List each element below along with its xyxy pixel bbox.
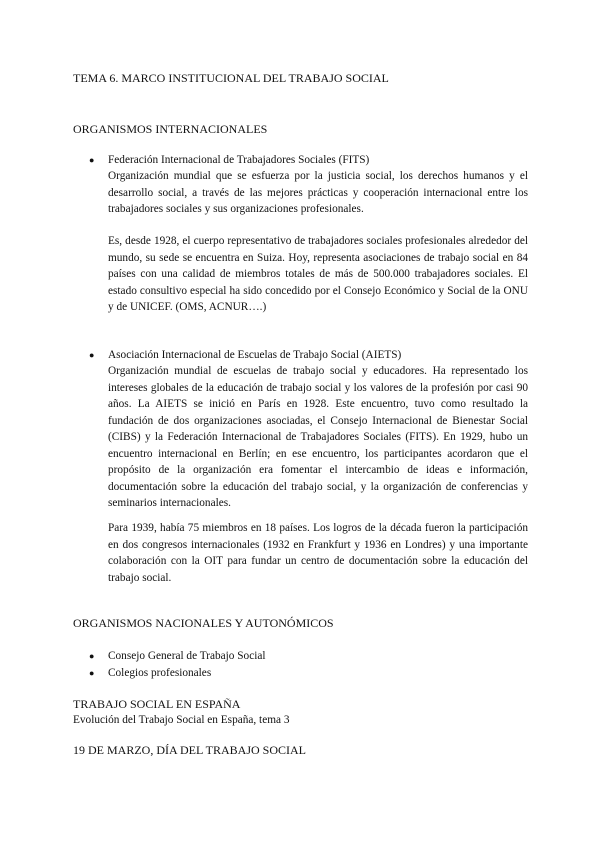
- fits-paragraph-2: Es, desde 1928, el cuerpo representativo de trabajadores sociales profesionales alrededor del mundo, su sede se encuentra en Suiza. Hoy, representa asociaciones de trabajo social en 84 países con una calidad de miembros totales de más de 500.000 trabajadores sociales. El estado consultivo especial ha sido concedido por el Consejo Económico y Social de la ONU y de UNICEF. (OMS, ACNUR….): [108, 235, 528, 313]
- section-heading-dia: 19 DE MARZO, DÍA DEL TRABAJO SOCIAL: [73, 743, 307, 757]
- bullet-icon: ●: [89, 668, 95, 678]
- document-title: TEMA 6. MARCO INSTITUCIONAL DEL TRABAJO SOCIAL: [73, 71, 389, 85]
- section-heading-espana: TRABAJO SOCIAL EN ESPAÑA: [73, 697, 241, 711]
- aiets-title: Asociación Internacional de Escuelas de Trabajo Social (AIETS): [108, 349, 402, 361]
- bullet-icon: ●: [89, 651, 95, 661]
- section-heading-internacionales: ORGANISMOS INTERNACIONALES: [73, 122, 268, 136]
- fits-paragraph-1: Organización mundial que se esfuerza por la justicia social, los derechos humanos y el desarrollo social, a través de las mejores prácticas y cooperación internacional entre los trabajadores sociales y sus organizaciones profesionales.: [108, 170, 528, 215]
- nacionales-item-1: Consejo General de Trabajo Social: [108, 650, 266, 662]
- bullet-icon: ●: [89, 155, 95, 165]
- aiets-paragraph-1: Organización mundial de escuelas de trabajo social y educadores. Ha representado los intereses globales de la educación de trabajo social y los valores de la profesión por casi 90 años. La AIETS se inició en París en 1928. Este encuentro, tuvo como resultado la fundación de dos organizaciones asociadas, el Consejo Internacional de Bienestar Social (CIBS) y la Federación Internacional de Trabajadores Sociales (FITS). En 1929, hubo un encuentro internacional en Berlín; en ese encuentro, los participantes acordaron que el propósito de la organización era fomentar el intercambio de ideas e información, documentación sobre la educación del trabajo social, y la organización de conferencias y seminarios internacionales.: [108, 365, 528, 509]
- aiets-paragraph-2: Para 1939, había 75 miembros en 18 países. Los logros de la década fueron la participación en dos congresos internacionales (1932 en Frankfurt y 1936 en Londres) y una importante colaboración con la OIT para fundar un centro de documentación sobre la educación del trabajo social.: [108, 522, 528, 584]
- fits-title: Federación Internacional de Trabajadores Sociales (FITS): [108, 154, 370, 166]
- section-heading-nacionales: ORGANISMOS NACIONALES Y AUTONÓMICOS: [73, 616, 334, 630]
- espana-subtext: Evolución del Trabajo Social en España, tema 3: [73, 714, 290, 726]
- nacionales-item-2: Colegios profesionales: [108, 667, 212, 679]
- bullet-icon: ●: [89, 350, 95, 360]
